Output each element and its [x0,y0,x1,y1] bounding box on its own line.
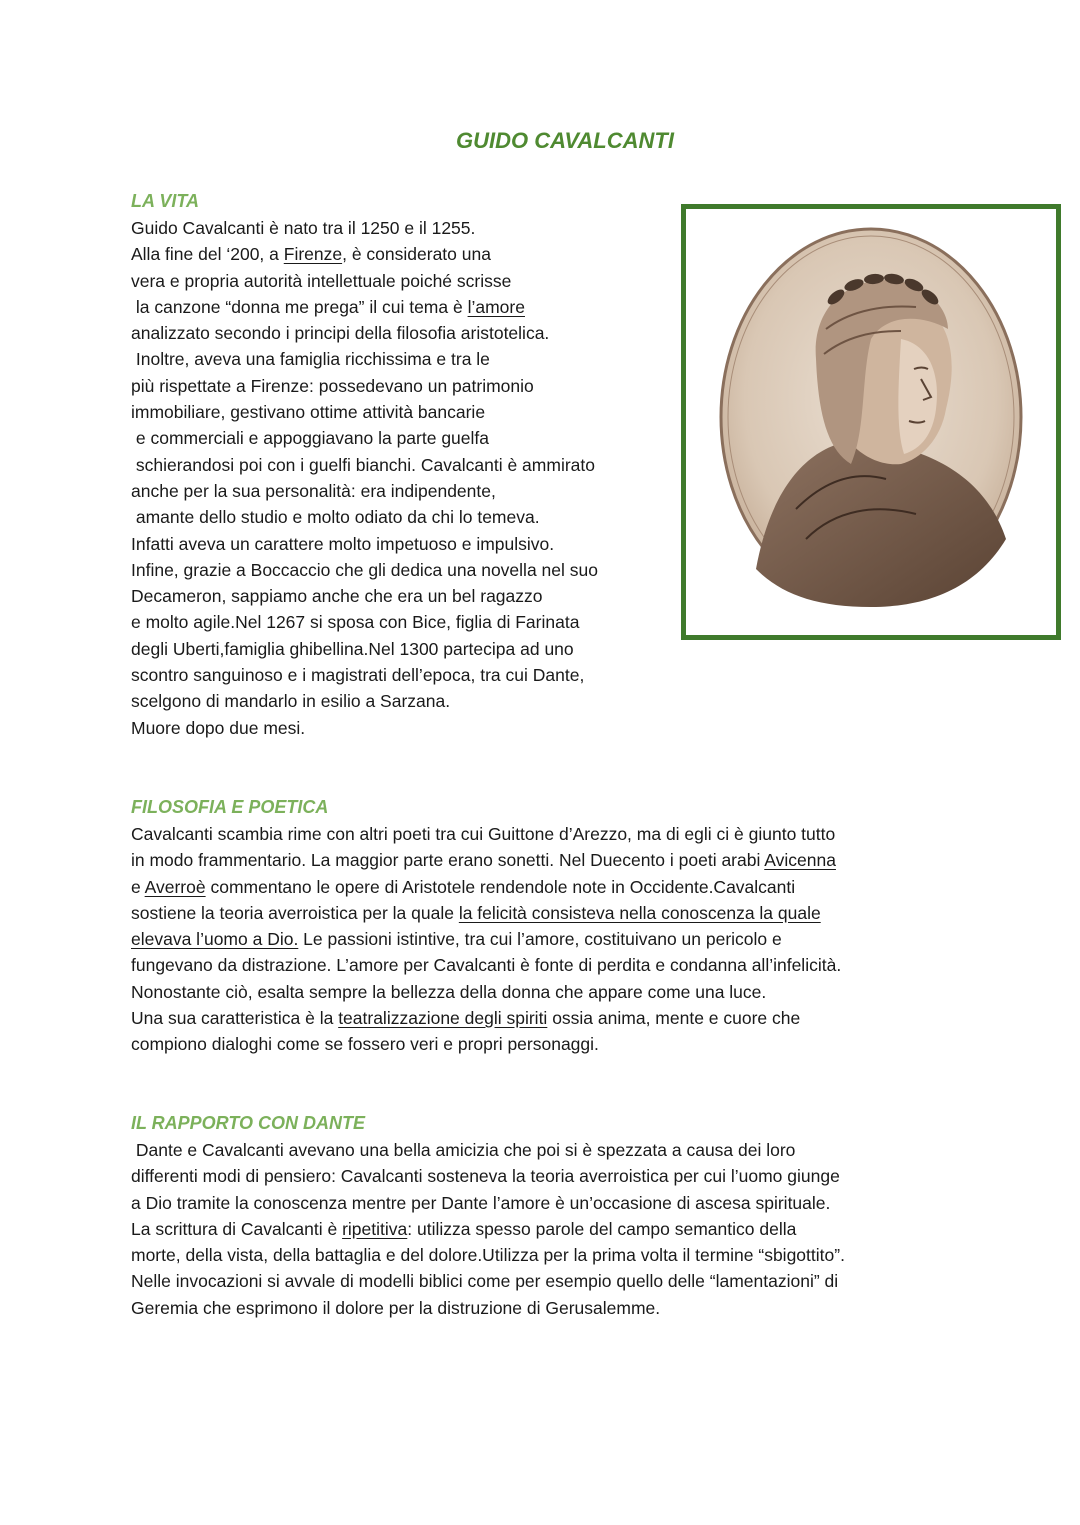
text-line [131,425,598,451]
text-run: più rispettate a Firenze: possedevano un patrimonio [131,375,534,396]
text-line [131,1268,845,1294]
text-line [131,1005,841,1031]
text-run: immobiliare, gestivano ottime attività bancarie [131,402,486,423]
text-run: commentano le opere di Aristotele rendendole note in Occidente.Cavalcanti [205,876,796,897]
text-line [131,215,598,241]
text-line [131,874,841,900]
text-run: Decameron, sappiamo anche che era un bel ragazzo [131,586,543,607]
text-line [131,399,598,425]
text-run: amante dello studio e molto odiato da chi lo temeva. [131,507,540,528]
text-line [131,1295,845,1321]
text-run: Infatti aveva un carattere molto impetuoso e impulsivo. [131,533,555,554]
text-run: Dante e Cavalcanti avevano una bella amicizia che poi si è spezzata a causa dei loro [131,1140,796,1160]
text-run: Guido Cavalcanti è nato tra il 1250 e il 1255. [131,218,476,238]
text-run: e molto agile.Nel 1267 si sposa con Bice, figlia di Farinata [131,612,580,633]
text-run: La scrittura di Cavalcanti è [131,1218,343,1239]
text-line [131,241,598,267]
text-run: Geremia che esprimono il dolore per la distruzione di Gerusalemme. [131,1297,661,1318]
text-run: Cavalcanti scambia rime con altri poeti tra cui Guittone d’Arezzo, ma di egli ci è giunto tutto [131,824,836,844]
text-line [131,1137,845,1163]
section-heading-filosofia-e-poetica: FILOSOFIA E POETICA [131,797,329,817]
text-run: e [131,876,145,897]
section-heading-la-vita: LA VITA [131,191,199,211]
section-heading-rapporto-con-dante: IL RAPPORTO CON DANTE [131,1113,366,1133]
underlined-text: ripetitiva [342,1218,408,1239]
underlined-text: la felicità consisteva nella conoscenza la quale [458,902,821,923]
text-line [131,979,841,1005]
text-run: scelgono di mandarlo in esilio a Sarzana. [131,691,451,712]
engraved-portrait-image [686,209,1056,635]
text-run: Infine, grazie a Boccaccio che gli dedica una novella nel suo [131,559,598,580]
text-run: e commerciali e appoggiavano la parte guelfa [131,428,489,449]
section-body-filosofia-e-poetica [131,821,841,1058]
text-line [131,952,841,978]
text-run: , è considerato una [342,244,491,265]
text-line [131,609,598,635]
text-line [131,1163,845,1189]
text-line [131,1242,845,1268]
text-line [131,662,598,688]
text-line [131,373,598,399]
text-run: Alla fine del ‘200, a [131,244,284,265]
text-run: Nelle invocazioni si avvale di modelli biblici come per esempio quello delle “lamentazioni” di [131,1271,839,1292]
text-line [131,900,841,926]
text-run: Le passioni istintive, tra cui l’amore, costituivano un pericolo e [298,929,782,950]
text-run: Nonostante ciò, esalta sempre la bellezza della donna che appare come una luce. [131,981,767,1002]
text-line [131,688,598,714]
text-run: ossia anima, mente e cuore che [547,1008,801,1029]
underlined-text: teatralizzazione degli spiriti [338,1008,548,1029]
text-run: analizzato secondo i principi della filosofia aristotelica. [131,323,550,344]
text-line [131,504,598,530]
text-run: scontro sanguinoso e i magistrati dell’epoca, tra cui Dante, [131,665,585,686]
text-run: la canzone “donna me prega” il cui tema è [131,296,468,317]
text-run: Una sua caratteristica è la [131,1008,339,1029]
underlined-text: elevava l’uomo a Dio. [131,929,299,950]
underlined-text: Averroè [144,876,206,897]
text-line [131,557,598,583]
text-line [131,636,598,662]
text-run: fungevano da distrazione. L’amore per Cavalcanti è fonte di perdita e condanna all’infelicità. [131,955,842,976]
section-body-rapporto-con-dante [131,1137,845,1321]
text-run: anche per la sua personalità: era indipendente, [131,480,496,501]
text-line [131,821,841,847]
text-line [131,1031,841,1057]
text-line [131,531,598,557]
text-line [131,1190,845,1216]
text-line [131,1216,845,1242]
text-line [131,452,598,478]
text-run: : utilizza spesso parole del campo semantico della [407,1218,797,1239]
text-line [131,268,598,294]
text-run: schierandosi poi con i guelfi bianchi. Cavalcanti è ammirato [131,454,595,475]
section-body-la-vita [131,215,598,741]
text-line [131,478,598,504]
text-line [131,847,841,873]
text-line [131,926,841,952]
text-run: Muore dopo due mesi. [131,717,306,738]
page-title: GUIDO CAVALCANTI [456,128,674,153]
text-line [131,320,598,346]
text-line [131,715,598,741]
text-line [131,294,598,320]
text-run: in modo frammentario. La maggior parte erano sonetti. Nel Duecento i poeti arabi [131,850,765,871]
text-line [131,583,598,609]
text-line [131,346,598,372]
text-run: morte, della vista, della battaglia e del dolore.Utilizza per la prima volta il termine “sbigottito”. [131,1245,845,1266]
text-run: Inoltre, aveva una famiglia ricchissima e tra le [131,349,490,370]
underlined-text: l’amore [467,296,525,317]
text-run: sostiene la teoria averroistica per la quale [131,902,459,923]
text-run: compiono dialoghi come se fossero veri e propri personaggi. [131,1034,599,1055]
text-run: degli Uberti,famiglia ghibellina.Nel 1300 partecipa ad uno [131,638,574,659]
underlined-text: Firenze [283,244,343,265]
portrait-frame [681,204,1061,640]
text-run: a Dio tramite la conoscenza mentre per Dante l’amore è un’occasione di ascesa spirituale. [131,1192,831,1213]
text-run: differenti modi di pensiero: Cavalcanti sosteneva la teoria averroistica per cui l’uomo giunge [131,1166,840,1187]
text-run: vera e propria autorità intellettuale poiché scrisse [131,270,512,291]
underlined-text: Avicenna [764,850,836,871]
